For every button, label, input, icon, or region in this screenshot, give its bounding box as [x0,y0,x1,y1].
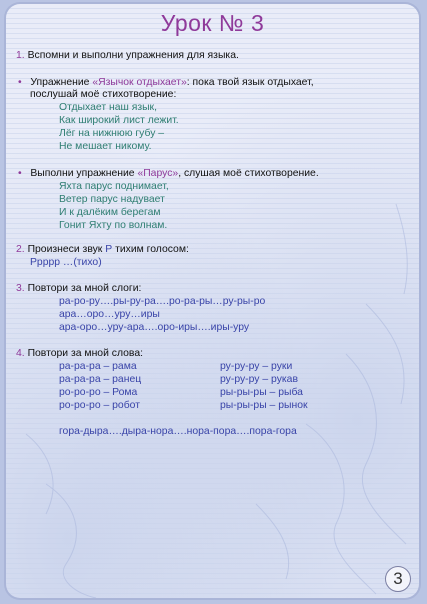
tongue-exercise-text-before: Упражнение [30,77,93,88]
item-1-text: Вспомни и выполни упражнения для языка. [27,50,239,61]
word-pair-right: ру-ру-ру – рукав [220,374,298,385]
sail-poem-line: Яхта парус поднимает, [59,181,169,192]
item-1-number: 1. [16,50,25,61]
tongue-exercise-line-2: послушай моё стихотворение: [30,89,177,100]
sail-poem-line: И к далёким берегам [59,207,161,218]
sail-exercise-name: «Парус» [137,168,179,179]
bullet-icon: • [18,168,22,179]
worksheet-page [6,4,419,598]
item-4-number: 4. [16,348,25,359]
syllable-line: ра-ро-ру….ры-ру-ра….ро-ра-ры…ру-ры-ро [59,296,266,307]
sail-exercise-text-before: Выполни упражнение [30,168,138,179]
word-pair-left: ро-ро-ро – Рома [59,387,138,398]
word-pair-right: ры-ры-ры – рыба [220,387,303,398]
page-title: Урок № 3 [160,10,265,36]
item-3-text: Повтори за мной слоги: [27,283,142,294]
item-1 [16,50,239,62]
word-pair-left: ро-ро-ро – робот [59,400,140,411]
tongue-exercise-text-after: : пока твой язык отдыхает, [186,77,314,88]
sail-poem-line: Ветер парус надувает [59,194,165,205]
page-number-badge: 3 [385,566,411,592]
word-pair-left: ра-ра-ра – ранец [59,374,142,385]
item-2-sound: Р [105,244,113,255]
item-3-number: 3. [16,283,25,294]
item-2-example: Ррррр …(тихо) [30,257,102,268]
word-pair-left: ра-ра-ра – рама [59,361,137,372]
item-4-text: Повтори за мной слова: [27,348,143,359]
syllable-line: ара…оро…уру…иры [59,309,160,320]
item-2-text-after: тихим голосом: [112,244,189,255]
tongue-poem-line: Лёг на нижнюю губу – [59,128,165,139]
word-pair-right: ру-ру-ру – руки [220,361,293,372]
sail-exercise-line [18,168,319,180]
item-2 [16,244,189,256]
item-2-text-before: Произнеси звук [27,244,106,255]
tongue-poem-line: Отдыхает наш язык, [59,102,157,113]
sail-exercise-text-after: , слушая моё стихотворение. [178,168,319,179]
tongue-poem-line: Как широкий лист лежит. [59,115,179,126]
item-2-number: 2. [16,244,25,255]
bullet-icon: • [18,77,22,88]
sail-poem-line: Гонит Яхту по волнам. [59,220,168,231]
tongue-poem-line: Не мешает никому. [59,141,152,152]
word-pair-right: ры-ры-ры – рынок [220,400,308,411]
tongue-exercise-name: «Язычок отдыхает» [92,77,187,88]
item-4 [16,348,143,360]
syllable-line: ара-оро…уру-ара….оро-иры….иры-уру [59,322,250,333]
item-3 [16,283,141,295]
word-chain: гора-дыра….дыра-нора….нора-пора….пора-гора [59,426,297,437]
tongue-exercise-line [18,77,314,89]
